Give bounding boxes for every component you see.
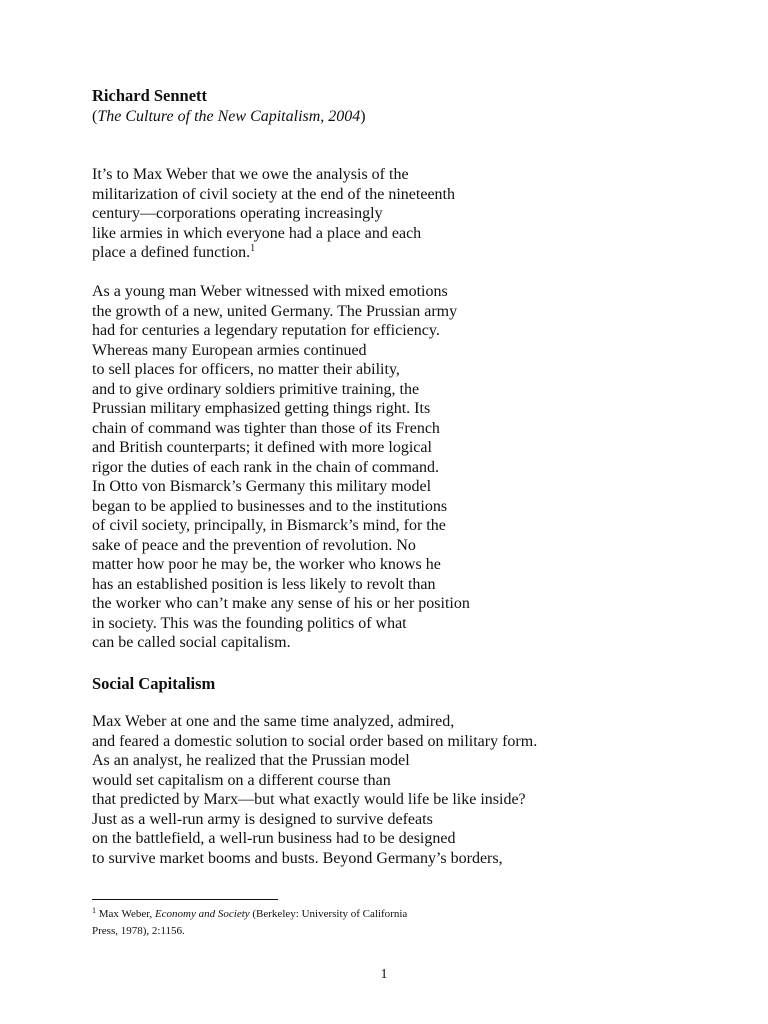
page-number: 1 xyxy=(380,967,388,982)
footnote xyxy=(92,906,407,940)
text-line: Max Weber at one and the same time analyzed, admired, xyxy=(92,713,455,730)
text-line: began to be applied to businesses and to the institutions xyxy=(92,497,448,515)
text-line: to survive market booms and busts. Beyond Germany’s borders, xyxy=(92,849,503,867)
text-line: in society. This was the founding politics of what xyxy=(92,614,407,632)
text-line: to sell places for officers, no matter their ability, xyxy=(92,361,400,378)
text-line: It’s to Max Weber that we owe the analysis of the xyxy=(92,166,409,183)
footnote-divider xyxy=(92,899,278,900)
text-line: can be called social capitalism. xyxy=(92,634,291,651)
section-heading: Social Capitalism xyxy=(92,674,216,693)
text-line: chain of command was tighter than those of its French xyxy=(92,419,440,437)
text-line: Whereas many European armies continued xyxy=(92,341,367,359)
footnote-line: $^1$ Max Weber, Economy and Society (Berkeley: University of California xyxy=(92,906,408,920)
paragraph-weber-germany xyxy=(92,282,470,653)
text-line: of civil society, principally, in Bismarck’s mind, for the xyxy=(92,517,446,534)
text-line: like armies in which everyone had a place and each xyxy=(92,224,422,242)
text-line: matter how poor he may be, the worker who knows he xyxy=(92,556,441,573)
text-line: and to give ordinary soldiers primitive training, the xyxy=(92,380,420,398)
text-line: would set capitalism on a different course than xyxy=(92,771,391,789)
text-line: Just as a well-run army is designed to survive defeats xyxy=(92,810,433,828)
text-line: In Otto von Bismarck’s Germany this military model xyxy=(92,478,432,495)
text-line: and British counterparts; it defined with more logical xyxy=(92,439,432,456)
text-line: and feared a domestic solution to social order based on military form. xyxy=(92,732,538,750)
source-title: The Culture of the New Capitalism, 2004 xyxy=(97,108,361,125)
text-line: century—corporations operating increasingly xyxy=(92,205,383,222)
text-line: has an established position is less likely to revolt than xyxy=(92,575,436,593)
text-line: had for centuries a legendary reputation for efficiency. xyxy=(92,322,440,339)
footnote-line: Press, 1978), 2:1156. xyxy=(92,925,185,937)
text-line: As an analyst, he realized that the Prussian model xyxy=(92,752,410,769)
footnote-book-title: Economy and Society xyxy=(154,908,250,920)
paragraph-social-capitalism xyxy=(92,712,537,868)
source-citation: (The Culture of the New Capitalism, 2004) xyxy=(92,108,366,125)
text-line: the growth of a new, united Germany. The Prussian army xyxy=(92,302,458,320)
text-line: the worker who can’t make any sense of his or her position xyxy=(92,595,470,612)
paragraph-intro xyxy=(92,165,455,263)
footnote-marker: 1 xyxy=(92,906,96,915)
text-line: rigor the duties of each rank in the chain of command. xyxy=(92,458,439,476)
author-name: Richard Sennett xyxy=(92,86,208,105)
text-line: that predicted by Marx—but what exactly would life be like inside? xyxy=(92,791,526,808)
footnote-reference[interactable]: 1 xyxy=(250,243,256,254)
text-line: place a defined function.$^1$ xyxy=(92,243,256,261)
text-line: As a young man Weber witnessed with mixed emotions xyxy=(92,283,448,300)
text-line: Prussian military emphasized getting things right. Its xyxy=(92,400,431,417)
text-line: sake of peace and the prevention of revolution. No xyxy=(92,536,416,554)
text-line: on the battlefield, a well-run business had to be designed xyxy=(92,830,456,847)
text-line: militarization of civil society at the end of the nineteenth xyxy=(92,185,455,203)
